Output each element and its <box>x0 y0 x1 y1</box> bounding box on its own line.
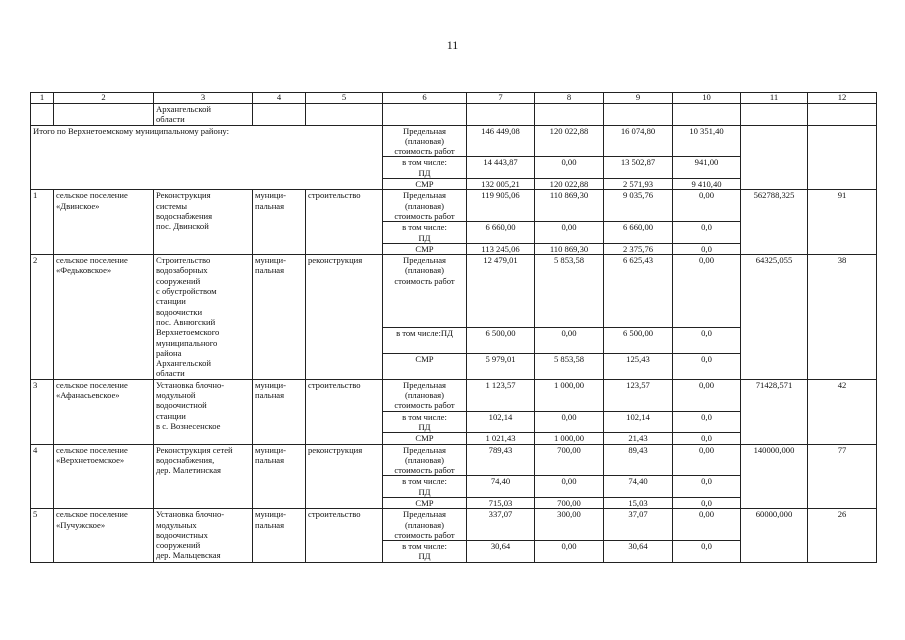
value-cell: 1 000,00 <box>535 433 604 444</box>
value-cell: 146 449,08 <box>467 125 535 157</box>
value-cell: 5 853,58 <box>535 255 604 328</box>
total-label: Итого по Верхнетоемскому муниципальному району: <box>31 125 383 190</box>
cost-type: в том числе:ПД <box>383 328 467 354</box>
value-cell: 0,00 <box>535 411 604 433</box>
row-number: 3 <box>31 379 54 444</box>
value-cell: 337,07 <box>467 509 535 541</box>
value-cell: 1 000,00 <box>535 379 604 411</box>
value-cell: 0,0 <box>673 243 741 254</box>
continuation-row <box>31 104 877 126</box>
header-cell: 10 <box>673 93 741 104</box>
capacity-value: 60000,000 <box>741 509 808 562</box>
value-cell: 5 853,58 <box>535 353 604 379</box>
table-row <box>31 379 877 411</box>
value-cell: 6 500,00 <box>604 328 673 354</box>
row-number: 1 <box>31 190 54 255</box>
header-cell: 7 <box>467 93 535 104</box>
settlement: сельское поселение «Пучужское» <box>54 509 154 562</box>
object-name: Реконструкция системы водоснабжения пос. Двинской <box>154 190 253 255</box>
table-cell <box>535 104 604 126</box>
value-cell: 0,00 <box>535 476 604 498</box>
value-cell: 6 625,43 <box>604 255 673 328</box>
value-cell: 16 074,80 <box>604 125 673 157</box>
ownership: муници- пальная <box>253 379 306 444</box>
value-cell: 120 022,88 <box>535 179 604 190</box>
table-cell <box>54 104 154 126</box>
cost-type: СМР <box>383 179 467 190</box>
capacity-value: 140000,000 <box>741 444 808 509</box>
investment-table <box>30 92 877 563</box>
object-name: Строительство водозаборных сооружений с обустройством станции водоочистки пос. Авнюгский Верхнетоемского муниципального района Архангельской области <box>154 255 253 380</box>
value-cell: 102,14 <box>604 411 673 433</box>
value-cell: 0,00 <box>673 255 741 328</box>
header-cell: 8 <box>535 93 604 104</box>
value-cell: 89,43 <box>604 444 673 476</box>
table-cell <box>253 104 306 126</box>
cost-type: Предельная (плановая) стоимость работ <box>383 190 467 222</box>
header-cell: 11 <box>741 93 808 104</box>
table-cell <box>31 104 54 126</box>
value-cell: 119 905,06 <box>467 190 535 222</box>
table-cell <box>306 104 383 126</box>
value-cell: 700,00 <box>535 497 604 508</box>
value-cell: 37,07 <box>604 509 673 541</box>
value-cell: 0,00 <box>673 509 741 541</box>
page-number: 11 <box>446 38 459 52</box>
cost-type: СМР <box>383 243 467 254</box>
work-type: строительство <box>306 509 383 562</box>
table-cell <box>741 104 808 126</box>
count-value: 77 <box>808 444 877 509</box>
value-cell: 0,00 <box>535 157 604 179</box>
header-cell: 3 <box>154 93 253 104</box>
count-value: 42 <box>808 379 877 444</box>
cost-type: Предельная (плановая) стоимость работ <box>383 125 467 157</box>
value-cell: 6 500,00 <box>467 328 535 354</box>
value-cell: 700,00 <box>535 444 604 476</box>
value-cell: 0,0 <box>673 411 741 433</box>
cost-type: в том числе: ПД <box>383 411 467 433</box>
cost-type: Предельная (плановая) стоимость работ <box>383 379 467 411</box>
count-value: 91 <box>808 190 877 255</box>
cost-type: СМР <box>383 433 467 444</box>
cost-type: в том числе: ПД <box>383 476 467 498</box>
value-cell: 113 245,06 <box>467 243 535 254</box>
value-cell: 123,57 <box>604 379 673 411</box>
header-cell: 1 <box>31 93 54 104</box>
cost-type: СМР <box>383 497 467 508</box>
capacity-value: 71428,571 <box>741 379 808 444</box>
value-cell: 132 005,21 <box>467 179 535 190</box>
value-cell: 9 035,76 <box>604 190 673 222</box>
value-cell: 300,00 <box>535 509 604 541</box>
table-cell: Архангельской области <box>154 104 253 126</box>
header-cell: 9 <box>604 93 673 104</box>
total-row <box>31 125 877 157</box>
value-cell: 21,43 <box>604 433 673 444</box>
object-name: Установка блочно- модульных водоочистных сооружений дер. Мальцевская <box>154 509 253 562</box>
row-number: 4 <box>31 444 54 509</box>
value-cell: 0,00 <box>535 328 604 354</box>
ownership: муници- пальная <box>253 444 306 509</box>
value-cell: 30,64 <box>467 541 535 563</box>
value-cell: 30,64 <box>604 541 673 563</box>
table-cell <box>808 125 877 190</box>
cost-type: Предельная (плановая) стоимость работ <box>383 444 467 476</box>
table-row <box>31 255 877 328</box>
value-cell: 0,00 <box>535 541 604 563</box>
table-row <box>31 509 877 541</box>
cost-type: в том числе: ПД <box>383 157 467 179</box>
settlement: сельское поселение «Двинское» <box>54 190 154 255</box>
value-cell: 125,43 <box>604 353 673 379</box>
header-row <box>31 93 877 104</box>
header-cell: 5 <box>306 93 383 104</box>
table-cell <box>604 104 673 126</box>
value-cell: 12 479,01 <box>467 255 535 328</box>
value-cell: 0,00 <box>673 444 741 476</box>
value-cell: 1 021,43 <box>467 433 535 444</box>
value-cell: 0,00 <box>673 379 741 411</box>
header-cell: 6 <box>383 93 467 104</box>
table-cell <box>467 104 535 126</box>
row-number: 5 <box>31 509 54 562</box>
value-cell: 0,00 <box>673 190 741 222</box>
value-cell: 74,40 <box>467 476 535 498</box>
work-type: строительство <box>306 190 383 255</box>
value-cell: 0,0 <box>673 541 741 563</box>
table-cell <box>741 125 808 190</box>
value-cell: 5 979,01 <box>467 353 535 379</box>
value-cell: 2 571,93 <box>604 179 673 190</box>
ownership: муници- пальная <box>253 190 306 255</box>
cost-type: в том числе: ПД <box>383 222 467 244</box>
count-value: 26 <box>808 509 877 562</box>
value-cell: 6 660,00 <box>604 222 673 244</box>
value-cell: 74,40 <box>604 476 673 498</box>
settlement: сельское поселение «Верхнетоемское» <box>54 444 154 509</box>
value-cell: 941,00 <box>673 157 741 179</box>
header-cell: 4 <box>253 93 306 104</box>
work-type: реконструкция <box>306 444 383 509</box>
row-number: 2 <box>31 255 54 380</box>
capacity-value: 562788,325 <box>741 190 808 255</box>
value-cell: 102,14 <box>467 411 535 433</box>
table-cell <box>383 104 467 126</box>
value-cell: 15,03 <box>604 497 673 508</box>
cost-type: Предельная (плановая) стоимость работ <box>383 255 467 328</box>
value-cell: 0,0 <box>673 353 741 379</box>
value-cell: 1 123,57 <box>467 379 535 411</box>
table-row <box>31 444 877 476</box>
ownership: муници- пальная <box>253 255 306 380</box>
table-cell <box>673 104 741 126</box>
table-row <box>31 190 877 222</box>
settlement: сельское поселение «Афанасьевское» <box>54 379 154 444</box>
work-type: реконструкция <box>306 255 383 380</box>
work-type: строительство <box>306 379 383 444</box>
table-cell <box>808 104 877 126</box>
value-cell: 110 869,30 <box>535 190 604 222</box>
value-cell: 9 410,40 <box>673 179 741 190</box>
value-cell: 0,0 <box>673 476 741 498</box>
value-cell: 0,00 <box>535 222 604 244</box>
value-cell: 0,0 <box>673 222 741 244</box>
value-cell: 0,0 <box>673 433 741 444</box>
header-cell: 12 <box>808 93 877 104</box>
cost-type: в том числе: ПД <box>383 541 467 563</box>
object-name: Реконструкция сетей водоснабжения, дер. Малетинская <box>154 444 253 509</box>
settlement: сельское поселение «Федьковское» <box>54 255 154 380</box>
ownership: муници- пальная <box>253 509 306 562</box>
value-cell: 13 502,87 <box>604 157 673 179</box>
value-cell: 789,43 <box>467 444 535 476</box>
value-cell: 0,0 <box>673 497 741 508</box>
value-cell: 14 443,87 <box>467 157 535 179</box>
header-cell: 2 <box>54 93 154 104</box>
value-cell: 6 660,00 <box>467 222 535 244</box>
value-cell: 120 022,88 <box>535 125 604 157</box>
value-cell: 2 375,76 <box>604 243 673 254</box>
object-name: Установка блочно- модульной водоочистной станции в с. Вознесенское <box>154 379 253 444</box>
value-cell: 110 869,30 <box>535 243 604 254</box>
capacity-value: 64325,055 <box>741 255 808 380</box>
value-cell: 715,03 <box>467 497 535 508</box>
cost-type: Предельная (плановая) стоимость работ <box>383 509 467 541</box>
count-value: 38 <box>808 255 877 380</box>
value-cell: 10 351,40 <box>673 125 741 157</box>
value-cell: 0,0 <box>673 328 741 354</box>
cost-type: СМР <box>383 353 467 379</box>
